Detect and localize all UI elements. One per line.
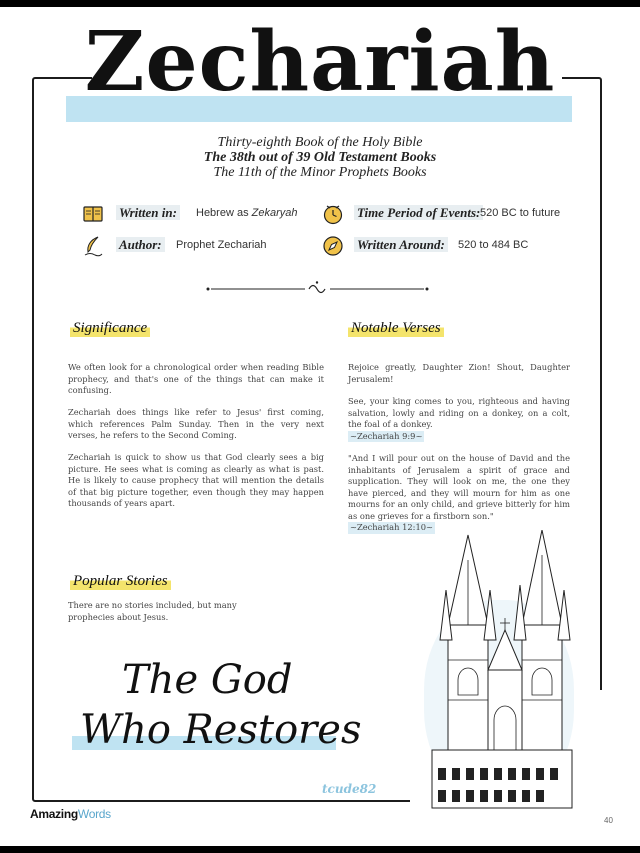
- quill-icon: [82, 235, 104, 257]
- clock-icon: [322, 203, 344, 225]
- time-period-label: Time Period of Events:: [354, 205, 483, 221]
- written-in-label: Written in:: [116, 205, 180, 221]
- ornament-divider: [205, 280, 430, 296]
- page-title: Zechariah: [84, 14, 556, 110]
- significance-heading: Significance: [70, 320, 150, 337]
- verse-3: "And I will pour out on the house of David and the inhabitants of Jerusalem a spirit of grace and supplication. They will look on me, the one they have pierced, and they will mourn for him as one mourns for an only child, and grieve bitterly for him as one grieves for a firstborn son." ~Zechariah 12:10~: [348, 453, 570, 532]
- significance-paragraph-3: Zechariah is quick to show us that God clearly sees a big picture. He sees what is coming as clearly as what is past. He is likely to cause prophecy that will mention the details of that big picture together, even though they may happen thousands of years apart.: [68, 452, 324, 508]
- significance-paragraph-2: Zechariah does things like refer to Jesus' first coming, which references Palm Sunday. Then in the very next verses, he refers to the Second Coming.: [68, 407, 324, 440]
- verse-1: Rejoice greatly, Daughter Zion! Shout, Daughter Jerusalem!: [348, 362, 570, 384]
- tagline-line-1: The God: [122, 657, 293, 703]
- tagline-line-2: Who Restores: [80, 707, 362, 753]
- written-around-label: Written Around:: [354, 237, 448, 253]
- popular-stories-heading: Popular Stories: [70, 573, 171, 590]
- page-number: 40: [604, 816, 613, 825]
- written-around-value: 520 to 484 BC: [458, 239, 529, 251]
- subtitle: [120, 135, 520, 180]
- popular-stories-text: There are no stories included, but many prophecies about Jesus.: [68, 600, 237, 622]
- compass-icon: [322, 235, 344, 257]
- author-value: Prophet Zechariah: [176, 239, 267, 251]
- verse-2-reference: ~Zechariah 9:9~: [350, 430, 423, 441]
- time-period-value: 520 BC to future: [480, 207, 561, 219]
- book-icon: [82, 203, 104, 225]
- church-illustration: [430, 530, 575, 810]
- verse-3-reference: ~Zechariah 12:10~: [350, 522, 433, 532]
- subtitle-line-3: The 11th of the Minor Prophets Books: [213, 165, 427, 180]
- verse-2: See, your king comes to you, righteous and having salvation, lowly and riding on a donkey, on a colt, the foal of a donkey. ~Zechariah 9:9~: [348, 396, 570, 441]
- top-bar: [0, 0, 640, 7]
- artist-signature: tcude82: [322, 782, 377, 796]
- bottom-bar: [0, 846, 640, 853]
- notable-verses-heading: Notable Verses: [348, 320, 444, 337]
- author-label: Author:: [116, 237, 165, 253]
- significance-paragraph-1: We often look for a chronological order when reading Bible prophecy, and that's one of the things that can make it confusing.: [68, 362, 324, 395]
- subtitle-line-2: The 38th out of 39 Old Testament Books: [203, 150, 437, 165]
- written-in-value: Hebrew as Zekaryah: [196, 207, 298, 219]
- brand-logo: AmazingWords: [30, 807, 111, 821]
- subtitle-line-1: Thirty-eighth Book of the Holy Bible: [217, 135, 423, 150]
